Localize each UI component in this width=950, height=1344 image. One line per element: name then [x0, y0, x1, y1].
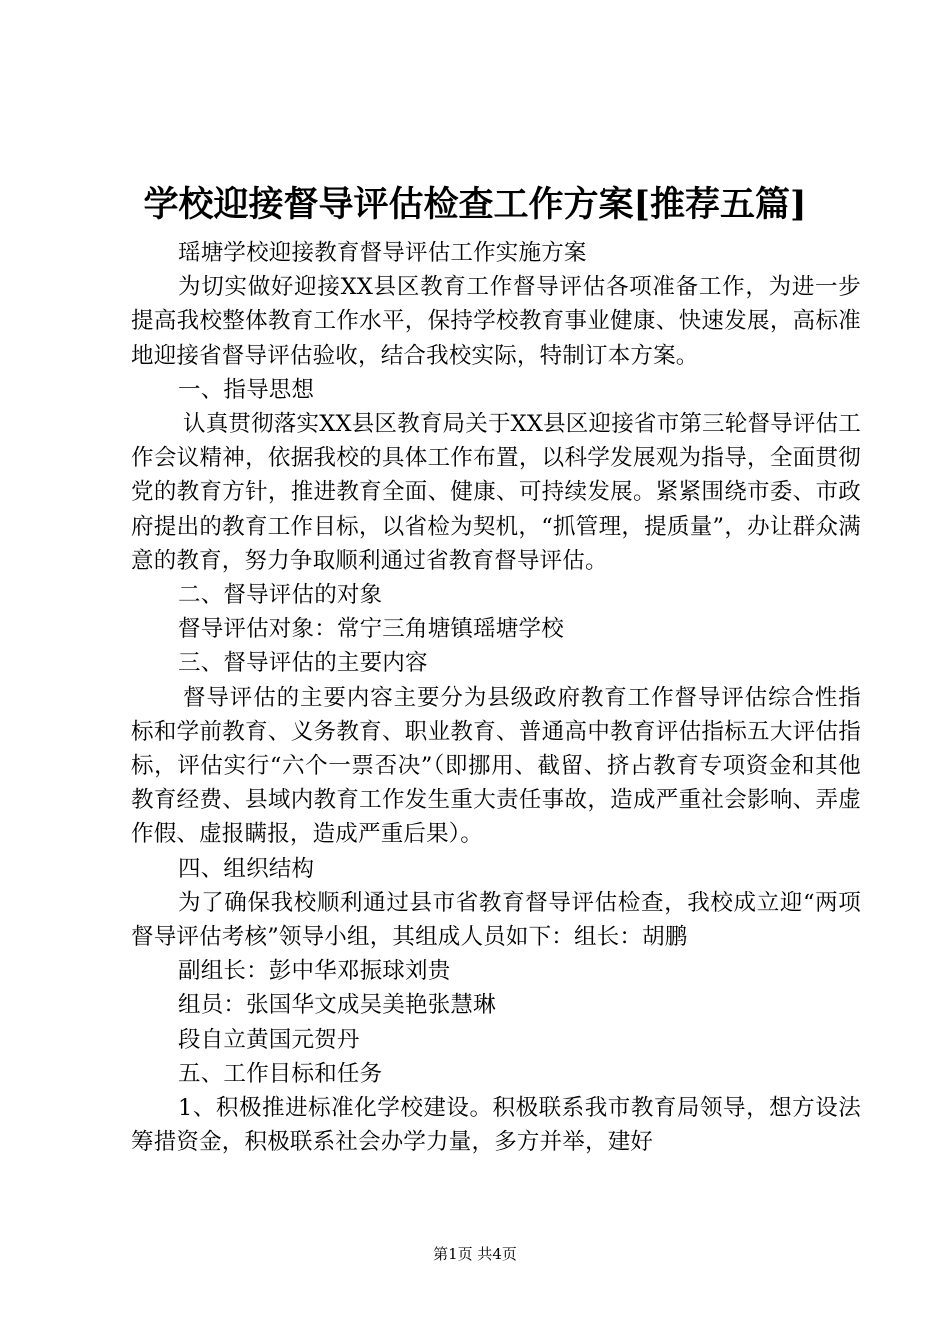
paragraph-deputy-leaders: 副组长：彭中华邓振球刘贵	[178, 958, 451, 985]
paragraph-subtitle: 瑶塘学校迎接教育督导评估工作实施方案	[178, 240, 587, 266]
heading-guiding-ideology: 一、指导思想	[178, 376, 315, 403]
page-footer: 第1页 共4页	[433, 1245, 517, 1263]
paragraph-guiding-ideology: 认真贯彻落实XX县区教育局关于XX县区迎接省市第三轮督导评估工作会议精神，依据我校的具体工作布置，以科学发展观为指导，全面贯彻党的教育方针，推进教育全面、健康、可持续发展。紧紧围绕市委、市政府提出的教育工作目标，以省检为契机，“抓管理，提质量”，办让群众满意的教育，努力争取顺利通过省教育督导评估。	[131, 411, 861, 574]
heading-evaluation-target: 二、督导评估的对象	[178, 582, 383, 609]
document-body	[131, 236, 861, 1159]
paragraph-intro: 为切实做好迎接XX县区教育工作督导评估各项准备工作，为进一步提高我校整体教育工作水平，保持学校教育事业健康、快速发展，高标准地迎接省督导评估验收，结合我校实际，特制订本方案。	[131, 274, 861, 369]
paragraph-evaluation-content: 督导评估的主要内容主要分为县级政府教育工作督导评估综合性指标和学前教育、义务教育、职业教育、普通高中教育评估指标五大评估指标，评估实行“六个一票否决”（即挪用、截留、挤占教育专项资金和其他教育经费、县域内教育工作发生重大责任事故，造成严重社会影响、弄虚作假、虚报瞒报，造成严重后果）。	[131, 684, 861, 848]
paragraph-organization: 为了确保我校顺利通过县市省教育督导评估检查，我校成立迎“两项督导评估考核”领导小组，其组成人员如下：组长：胡鹏	[131, 889, 861, 951]
paragraph-evaluation-target: 督导评估对象：常宁三角塘镇瑶塘学校	[178, 616, 564, 643]
heading-evaluation-content: 三、督导评估的主要内容	[178, 650, 428, 677]
document-title: 学校迎接督导评估检查工作方案[推荐五篇]	[143, 184, 807, 225]
paragraph-members-continued: 段自立黄国元贺丹	[178, 1026, 360, 1053]
heading-goals-tasks: 五、工作目标和任务	[178, 1060, 383, 1087]
paragraph-members: 组员：张国华文成吴美艳张慧琳	[178, 992, 496, 1019]
paragraph-goal-1: 1、积极推进标准化学校建设。积极联系我市教育局领导，想方设法筹措资金，积极联系社会办学力量，多方并举，建好	[131, 1095, 861, 1156]
heading-organization: 四、组织结构	[178, 855, 315, 882]
